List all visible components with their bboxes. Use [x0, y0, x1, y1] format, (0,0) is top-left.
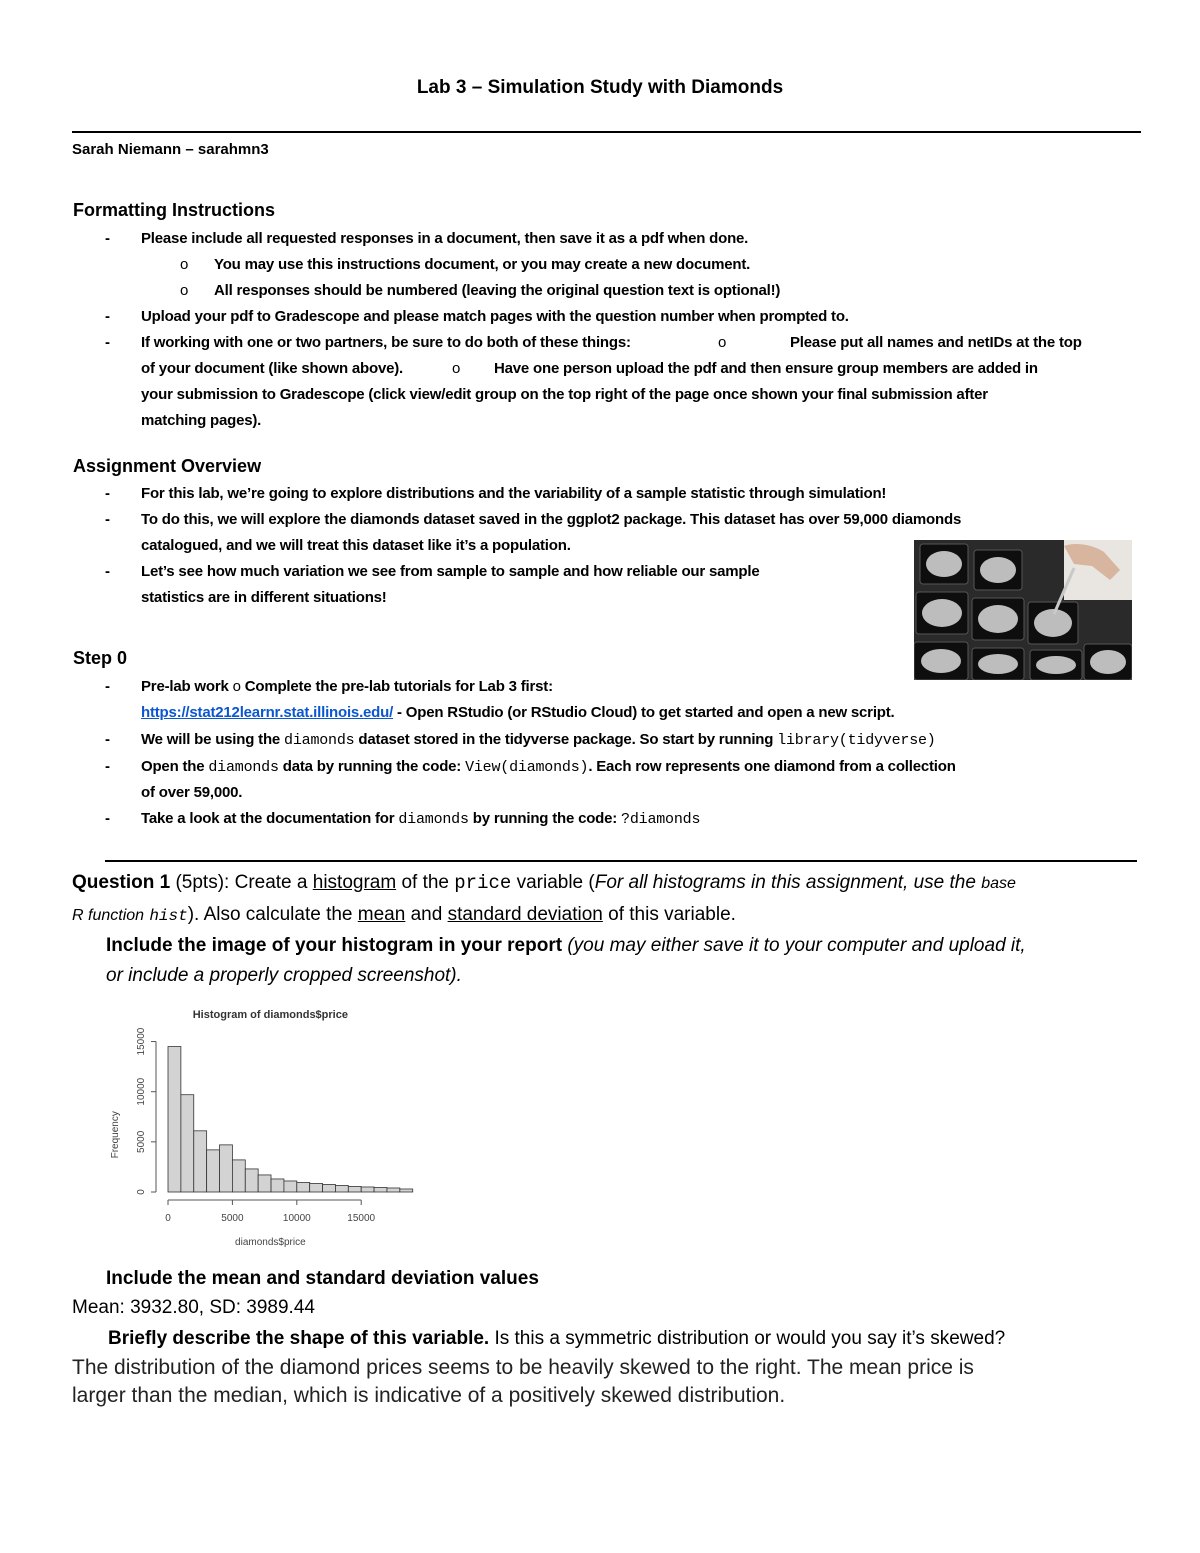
x-tick-label: 10000 — [282, 1213, 311, 1224]
open-rstudio-text: - Open RStudio (or RStudio Cloud) to get started and open a new script. — [393, 704, 895, 721]
overview-item-1: For this lab, we’re going to explore distributions and the variability of a sample statistic through simulation! — [141, 485, 887, 502]
text: histogram — [312, 872, 397, 893]
y-axis-label: Frequency — [110, 1111, 121, 1159]
price-histogram — [100, 1000, 430, 1255]
formatting-item-3-line-4: matching pages). — [141, 412, 262, 429]
learnr-link[interactable]: https://stat212learnr.stat.illinois.edu/ — [141, 704, 394, 721]
x-axis-label: diamonds$price — [235, 1237, 306, 1248]
bullet-dash: - — [105, 511, 110, 528]
histogram-bar — [335, 1185, 348, 1192]
text: data by running the code: — [278, 758, 466, 775]
prelab-text: Complete the pre-lab tutorials for Lab 3 first: — [244, 678, 553, 695]
text: R function — [72, 907, 145, 924]
question-points: (5pts): — [170, 872, 235, 893]
step0-item-3-line-1 — [141, 754, 956, 781]
circle-bullet: o — [180, 256, 189, 273]
text: (you may either save it to your computer and upload it, — [562, 935, 1026, 956]
answer-shape-line-1: The distribution of the diamond prices seems to be heavily skewed to the right. The mean price is — [72, 1356, 974, 1379]
histogram-bar — [245, 1169, 258, 1192]
formatting-item-3-line-1a: If working with one or two partners, be sure to do both of these things: — [141, 334, 631, 351]
histogram-bar — [220, 1145, 233, 1192]
code-help-diamonds: ?diamonds — [621, 811, 701, 828]
histogram-bar — [168, 1047, 181, 1192]
text: variable ( — [511, 872, 595, 893]
title-rule — [72, 131, 1141, 133]
histogram-bar — [181, 1095, 194, 1192]
bullet-dash: - — [105, 334, 110, 351]
text: . Each row represents one diamond from a collection — [588, 758, 956, 775]
code-hist: hist — [149, 907, 188, 925]
step0-item-3-line-2: of over 59,000. — [141, 784, 243, 801]
include-mean-sd: Include the mean and standard deviation values — [106, 1268, 539, 1289]
overview-item-2-line-2: catalogued, and we will treat this dataset like it’s a population. — [141, 537, 571, 554]
bullet-dash: - — [105, 563, 110, 580]
formatting-subitem-2: All responses should be numbered (leaving the original question text is optional!) — [214, 282, 781, 299]
circle-bullet: o — [180, 282, 189, 299]
histogram-bar — [258, 1175, 271, 1192]
include-histogram-line-2: or include a properly cropped screenshot). — [106, 965, 462, 986]
text: base — [981, 875, 1016, 892]
circle-bullet: o — [452, 360, 461, 377]
histogram-bar — [310, 1183, 323, 1192]
bullet-dash: - — [105, 731, 110, 748]
histogram-bar — [271, 1179, 284, 1192]
histogram-bar — [194, 1131, 207, 1192]
text: by running the code: — [468, 810, 622, 827]
bullet-dash: - — [105, 758, 110, 775]
y-tick-label: 15000 — [136, 1027, 147, 1056]
step0-heading: Step 0 — [73, 648, 128, 668]
code-diamonds: diamonds — [208, 759, 279, 776]
formatting-item-3-line-1b: Please put all names and netIDs at the top — [790, 334, 1082, 351]
code-diamonds: diamonds — [398, 811, 469, 828]
question-rule — [105, 860, 1137, 862]
text: mean — [357, 904, 406, 925]
code-view-diamonds: View(diamonds) — [465, 759, 589, 776]
formatting-item-2: Upload your pdf to Gradescope and please match pages with the question number when prompted to. — [141, 308, 849, 325]
histogram-bar — [387, 1188, 400, 1192]
step0-item-1-line-2 — [141, 700, 895, 726]
overview-item-3-line-2: statistics are in different situations! — [141, 589, 387, 606]
histogram-bar — [284, 1181, 297, 1192]
code-price: price — [454, 872, 512, 894]
circle-bullet: o — [718, 334, 727, 351]
diamonds-photo — [914, 540, 1132, 680]
formatting-heading: Formatting Instructions — [73, 200, 275, 220]
histogram-bar — [348, 1186, 361, 1192]
overview-item-2-line-1: To do this, we will explore the diamonds dataset saved in the ggplot2 package. This dataset has over 59,000 diamonds — [141, 511, 962, 528]
text: Take a look at the documentation for — [141, 810, 399, 827]
text: ). Also calculate the — [187, 904, 358, 925]
step0-item-2 — [141, 727, 936, 754]
step0-item-1-line-1 — [141, 674, 553, 700]
text: dataset stored in the tidyverse package. So start by running — [354, 731, 778, 748]
author-line: Sarah Niemann – sarahmn3 — [72, 141, 269, 158]
formatting-item-3-line-2a: of your document (like shown above). — [141, 360, 403, 377]
y-tick-label: 5000 — [136, 1130, 147, 1153]
x-tick-label: 5000 — [221, 1213, 244, 1224]
page-title: Lab 3 – Simulation Study with Diamonds — [416, 77, 784, 98]
formatting-subitem-1: You may use this instructions document, or you may create a new document. — [214, 256, 751, 273]
text: Briefly describe the shape of this variable. — [108, 1328, 490, 1349]
text: Is this a symmetric distribution or would you say it’s skewed? — [489, 1328, 1006, 1349]
overview-item-3-line-1: Let’s see how much variation we see from sample to sample and how reliable our sample — [141, 563, 760, 580]
x-tick-label: 15000 — [347, 1213, 376, 1224]
formatting-item-1: Please include all requested responses in a document, then save it as a pdf when done. — [141, 230, 749, 247]
formatting-item-3-line-3: your submission to Gradescope (click view/edit group on the top right of the page once shown your final submission after — [141, 386, 988, 403]
text: and — [405, 904, 448, 925]
prelab-label: Pre-lab work — [141, 678, 229, 695]
bullet-dash: - — [105, 230, 110, 247]
histogram-bar — [361, 1187, 374, 1192]
include-histogram-line-1 — [106, 931, 1026, 961]
text: Include the image of your histogram in your report — [106, 935, 563, 956]
question1-line-2 — [72, 900, 736, 931]
histogram-bar — [297, 1182, 310, 1192]
text: of the — [396, 872, 455, 893]
chart-title: Histogram of diamonds$price — [192, 1009, 348, 1021]
histogram-bar — [207, 1150, 220, 1192]
bullet-dash: - — [105, 308, 110, 325]
x-tick-label: 0 — [165, 1213, 171, 1224]
formatting-item-3-line-2b: Have one person upload the pdf and then ensure group members are added in — [494, 360, 1038, 377]
histogram-bar — [232, 1160, 245, 1192]
histogram-bar — [374, 1187, 387, 1192]
text: Create a — [234, 872, 313, 893]
histogram-bar — [323, 1184, 336, 1192]
overview-heading: Assignment Overview — [73, 456, 262, 476]
circle-bullet: o — [232, 678, 241, 695]
y-tick-label: 10000 — [136, 1077, 147, 1106]
answer-shape-line-2: larger than the median, which is indicative of a positively skewed distribution. — [72, 1384, 786, 1407]
shape-question — [108, 1324, 1005, 1354]
code-diamonds: diamonds — [284, 732, 355, 749]
text: For all histograms in this assignment, use the — [594, 872, 976, 893]
question-label: Question 1 — [72, 872, 171, 893]
bullet-dash: - — [105, 678, 110, 695]
bullet-dash: - — [105, 485, 110, 502]
code-library-tidyverse: library(tidyverse) — [777, 732, 936, 749]
text: We will be using the — [141, 731, 285, 748]
text: of this variable. — [602, 904, 736, 925]
bullet-dash: - — [105, 810, 110, 827]
histogram-bar — [400, 1189, 413, 1192]
answer-mean-sd: Mean: 3932.80, SD: 3989.44 — [72, 1297, 315, 1318]
text: standard deviation — [447, 904, 603, 925]
question1-line-1 — [72, 868, 1016, 899]
text: Open the — [141, 758, 209, 775]
step0-item-4 — [141, 806, 700, 833]
y-tick-label: 0 — [136, 1189, 147, 1195]
